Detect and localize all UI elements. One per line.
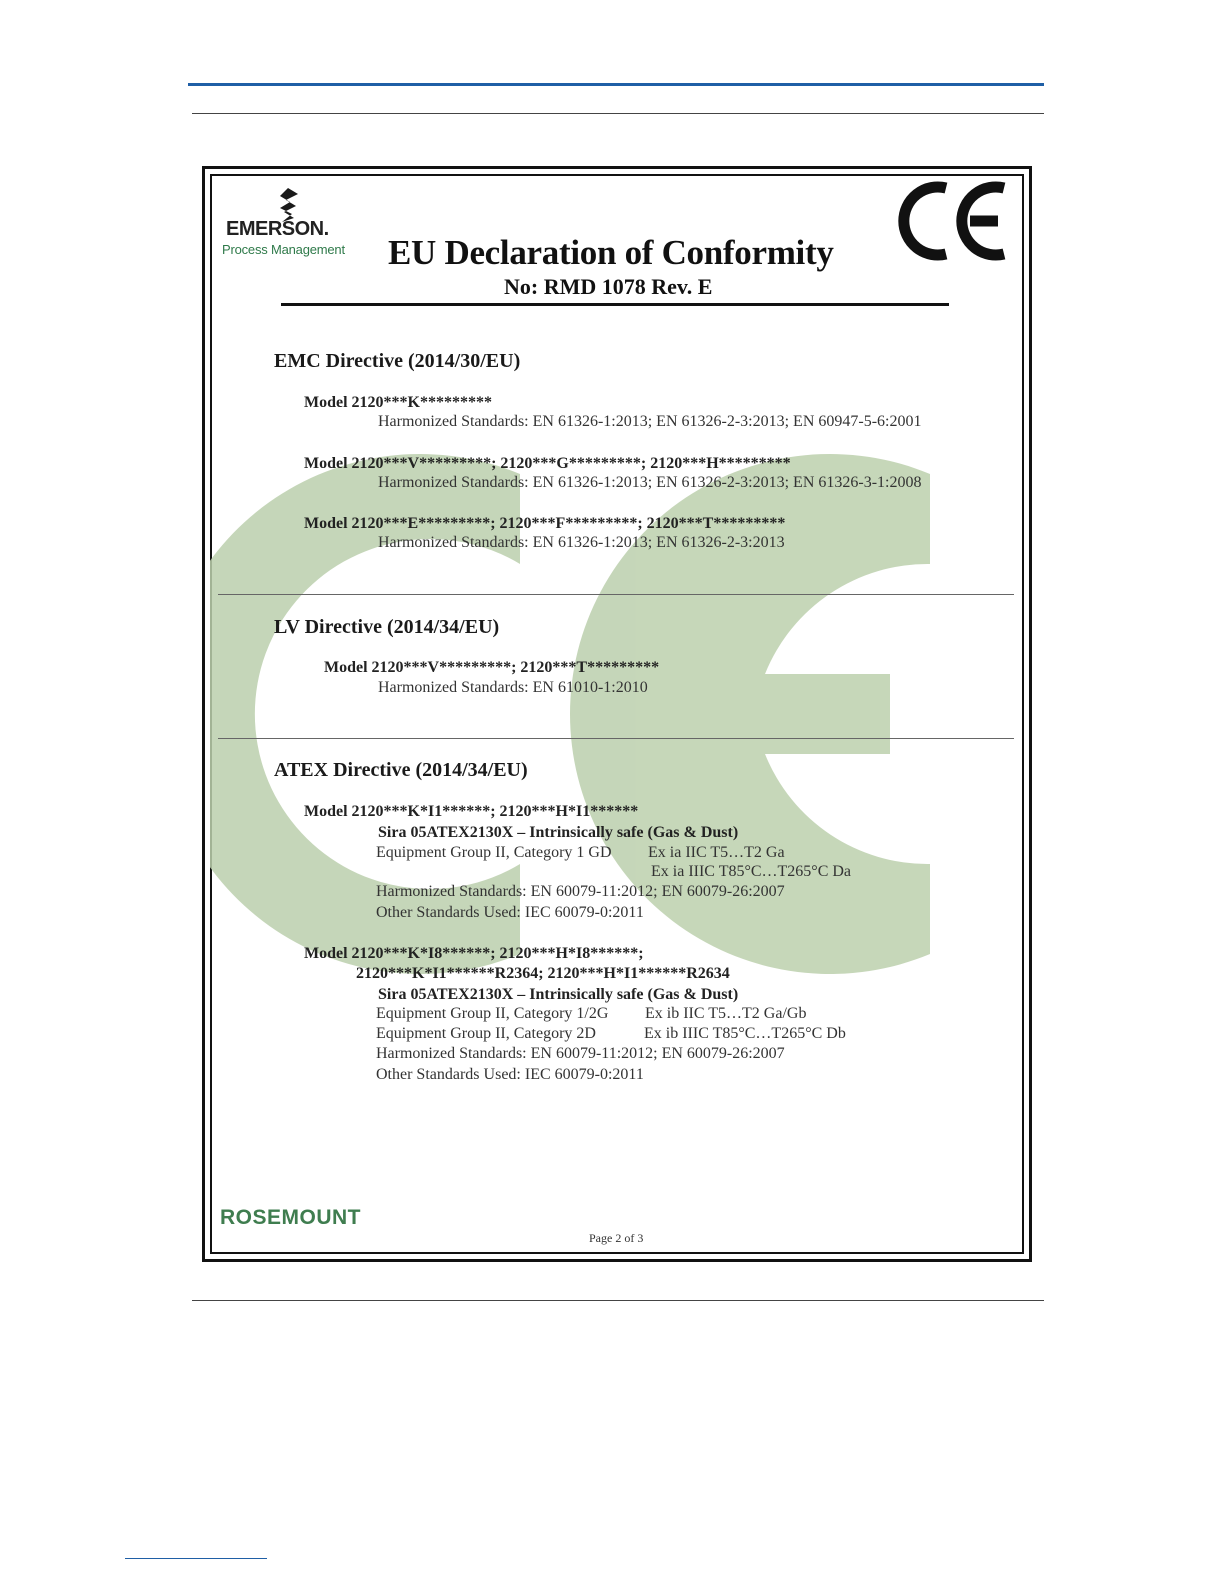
atex-model-2a: Model 2120***K*I8******; 2120***H*I8******; [304,945,644,962]
emerson-wordmark: EMERSON. [226,218,329,240]
atex-equipment-1: Equipment Group II, Category 1 GD [376,844,612,861]
ce-mark-icon [898,180,1010,262]
header-blue-rule [188,83,1044,86]
page-number: Page 2 of 3 [589,1231,644,1245]
atex-other-2: Other Standards Used: IEC 60079-0:2011 [376,1066,644,1083]
emc-standards-1: Harmonized Standards: EN 61326-1:2013; EN 61326-2-3:2013; EN 60947-5-6:2001 [378,413,922,430]
atex-marking-1b: Ex ia IIIC T85°C…T265°C Da [651,863,852,880]
atex-marking-2a: Ex ib IIC T5…T2 Ga/Gb [645,1005,807,1022]
lv-standards: Harmonized Standards: EN 61010-1:2010 [378,679,648,696]
ce-watermark-graphic [210,174,1024,1254]
footer-rule [192,1300,1044,1301]
atex-harmonized-1: Harmonized Standards: EN 60079-11:2012; EN 60079-26:2007 [376,883,785,900]
atex-model-2b: 2120***K*I1******R2364; 2120***H*I1******R2634 [356,965,730,982]
atex-harmonized-2: Harmonized Standards: EN 60079-11:2012; EN 60079-26:2007 [376,1045,785,1062]
atex-other-1: Other Standards Used: IEC 60079-0:2011 [376,904,644,921]
atex-equipment-2a: Equipment Group II, Category 1/2G [376,1005,609,1022]
atex-equipment-2b: Equipment Group II, Category 2D [376,1025,596,1042]
emerson-subtitle: Process Management [222,242,345,257]
atex-cert-1: Sira 05ATEX2130X – Intrinsically safe (Gas & Dust) [378,824,739,841]
emc-standards-3: Harmonized Standards: EN 61326-1:2013; EN 61326-2-3:2013 [378,534,785,551]
document-title: EU Declaration of Conformity [388,233,834,272]
atex-heading: ATEX Directive (2014/34/EU) [274,759,528,781]
header-rule [192,113,1044,114]
atex-marking-1a: Ex ia IIC T5…T2 Ga [648,844,785,861]
atex-marking-2b: Ex ib IIIC T85°C…T265°C Db [644,1025,846,1042]
atex-model-1: Model 2120***K*I1******; 2120***H*I1****** [304,803,639,820]
emc-model-3: Model 2120***E*********; 2120***F*********; 2120***T********* [304,515,786,532]
emc-model-1: Model 2120***K********* [304,394,492,411]
lv-model: Model 2120***V*********; 2120***T********* [324,659,660,676]
rosemount-logo: ROSEMOUNT [220,1206,361,1229]
emc-heading: EMC Directive (2014/30/EU) [274,350,521,372]
document-number: No: RMD 1078 Rev. E [504,274,713,299]
atex-cert-2: Sira 05ATEX2130X – Intrinsically safe (Gas & Dust) [378,986,739,1003]
title-rule [281,303,949,306]
footnote-rule [125,1558,267,1559]
emc-model-2: Model 2120***V*********; 2120***G*********; 2120***H********* [304,455,791,472]
emc-standards-2: Harmonized Standards: EN 61326-1:2013; EN 61326-2-3:2013; EN 61326-3-1:2008 [378,474,922,491]
section-divider [218,738,1014,739]
lv-heading: LV Directive (2014/34/EU) [274,616,500,638]
section-divider [218,594,1014,595]
